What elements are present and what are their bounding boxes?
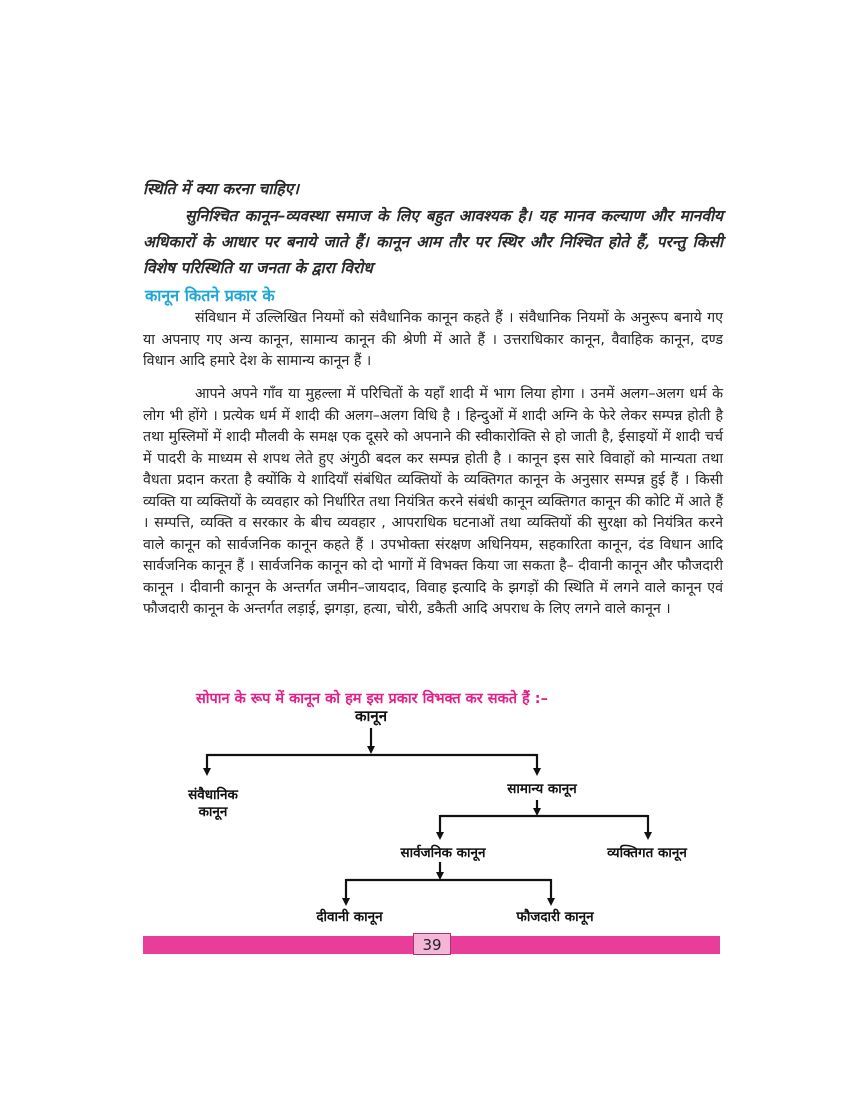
tree-constitutional-line2: कानून <box>198 804 228 820</box>
tree-constitutional-line1: संवैधानिक <box>188 787 238 803</box>
tree-criminal: फौजदारी कानून <box>516 909 594 925</box>
tree-public: सार्वजनिक कानून <box>400 845 486 861</box>
tree-personal: व्यक्तिगत कानून <box>607 845 687 861</box>
tree-caption: सोपान के रूप में कानून को हम इस प्रकार विभक्त कर सकते हैं :– <box>196 691 548 707</box>
section-heading: कानून कितने प्रकार के <box>145 286 275 305</box>
page-number: 39 <box>413 933 451 955</box>
tree-general: सामान्य कानून <box>507 781 577 797</box>
tree-root: कानून <box>354 707 388 725</box>
tree-civil: दीवानी कानून <box>316 909 383 925</box>
first-line-text: स्थिति में क्या करना चाहिए। <box>143 179 300 198</box>
paragraph-2-text: आपने अपने गाँव या मुहल्ला में परिचितों के यहाँ शादी में भाग लिया होगा । उनमें अलग–अलग धर्म के लोग भी होंगे । प्रत्येक धर्म में शादी की अलग–अलग विधि है । हिन्दुओं में शादी अग्नि के फेरे लेकर सम्पन्न होती है तथा मुस्लिमों में शादी मौलवी के समक्ष एक दूसरे को अपनाने की स्वीकारोक्ति से हो जाती है, ईसाइयों में शादी चर्च में पादरी के माध्यम से शपथ लेते हुए अंगुठी बदल कर सम्पन्न होती है । कानून इस सारे विवाहों को मान्यता तथा वैधता प्रदान करता है क्योंकि ये शादियाँ संबंधित व्यक्तियों के व्यक्तिगत कानून के अनुसार सम्पन्न हुई हैं । किसी व्यक्ति या व्यक्तियों के व्यवहार को निर्धारित तथा नियंत्रित करने संबंधी कानून व्यक्तिगत कानून की कोटि में आते हैं । सम्पत्ति, व्यक्ति व सरकार के बीच व्यवहार , आपराधिक घटनाओं तथा व्यक्तियों की सुरक्षा को नियंत्रित करने वाले कानून को सार्वजनिक कानून कहते हैं । उपभोक्ता संरक्षण अधिनियम, सहकारिता कानून, दंड विधान आदि सार्वजनिक कानून हैं । सार्वजनिक कानून को दो भागों में विभक्त किया जा सकता है– दीवानी कानून और फौजदारी कानून । दीवानी कानून के अन्तर्गत जमीन–जायदाद, विवाह इत्यादि के झगड़ों की स्थिति में लगने वाले कानून एवं फौजदारी कानून के अन्तर्गत लड़ाई, झगड़ा, हत्या, चोरी, डकैती आदि अपराध के लिए लगने वाले कानून । <box>143 386 723 617</box>
intro-paragraph-text: सुनिश्चित कानून–व्यवस्था समाज के लिए बहुत आवश्यक है। यह मानव कल्याण और मानवीय अधिकारों के आधार पर बनाये जाते हैं। कानून आम तौर पर स्थिर और निश्चित होते हैं, परन्तु किसी विशेष परिस्थिति या जनता के द्वारा विरोध <box>143 206 723 277</box>
paragraph-1-text: संविधान में उल्लिखित नियमों को संवैधानिक कानून कहते हैं । संवैधानिक नियमों के अनुरूप बनाये गए या अपनाए गए अन्य कानून, सामान्य कानून की श्रेणी में आते हैं । उत्तराधिकार कानून, वैवाहिक कानून, दण्ड विधान आदि हमारे देश के सामान्य कानून हैं । <box>143 310 723 369</box>
tree-constitutional <box>178 787 248 821</box>
